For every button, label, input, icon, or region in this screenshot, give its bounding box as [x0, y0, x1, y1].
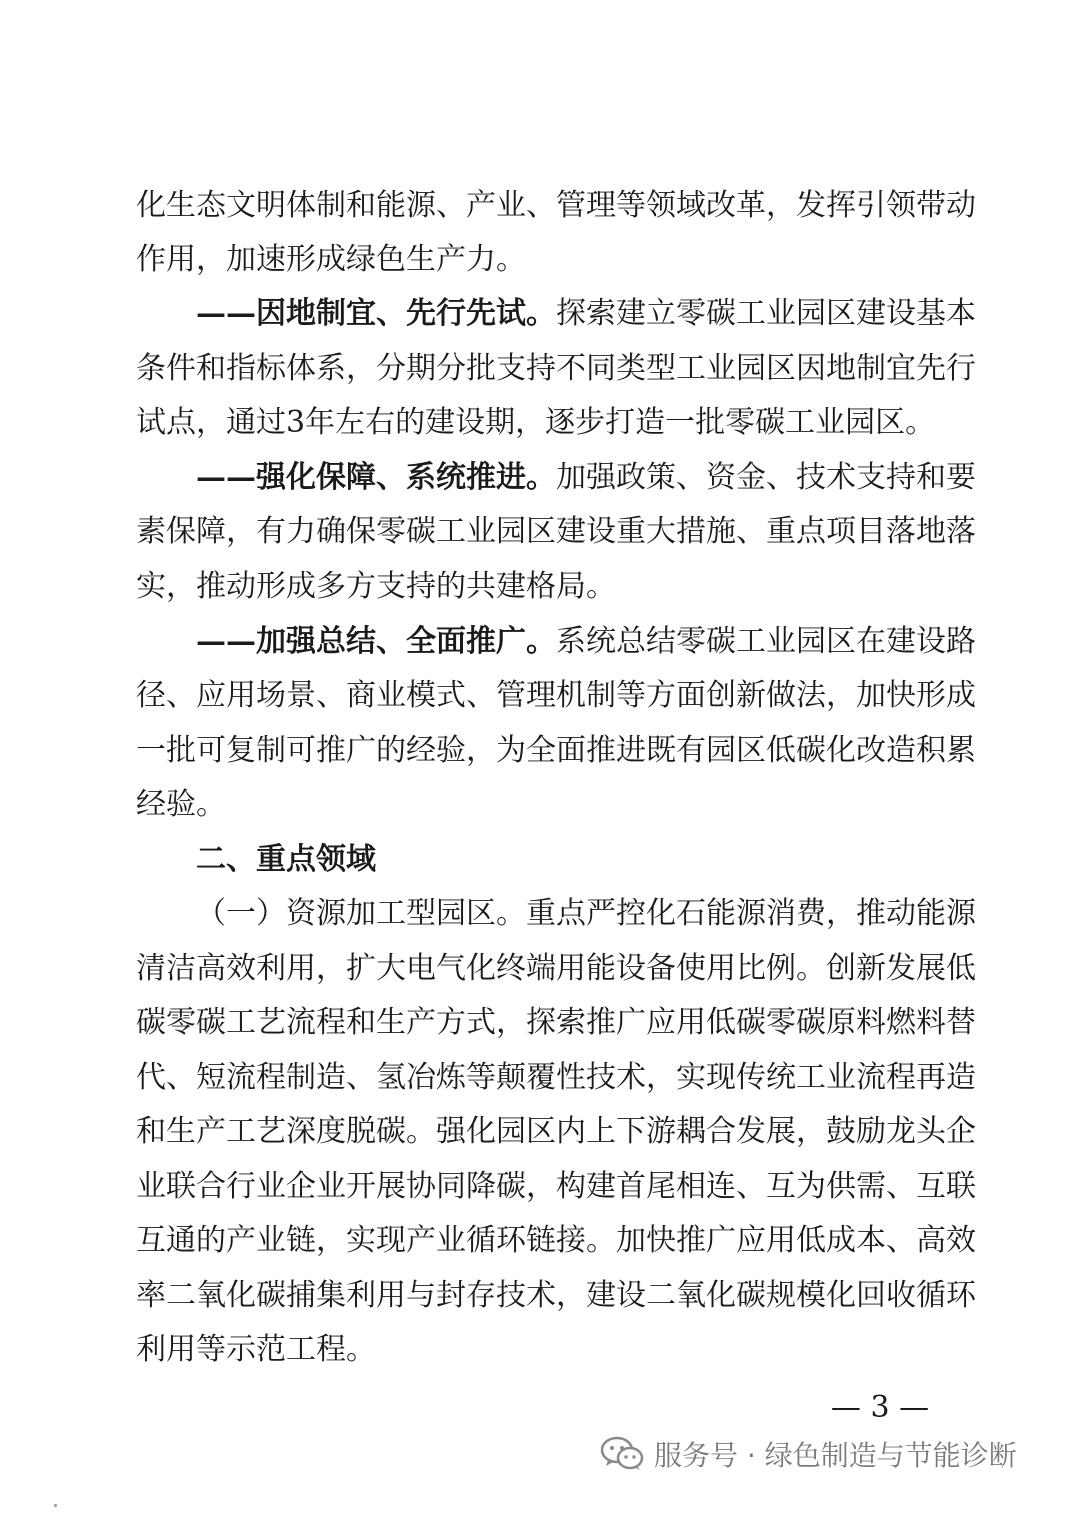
text-line: 碳零碳工艺流程和生产方式，探索推广应用低碳零碳原料燃料替 [136, 1005, 976, 1040]
text-line: 条件和指标体系，分期分批支持不同类型工业园区因地制宜先行 [136, 351, 976, 386]
text-line: 代、短流程制造、氢冶炼等颠覆性技术，实现传统工业流程再造 [136, 1060, 976, 1095]
text-line: 利用等示范工程。 [136, 1332, 376, 1367]
wechat-icon [600, 1436, 644, 1472]
text-run: 探索建立零碳工业园区建设基本 [556, 296, 976, 331]
text-line: 素保障，有力确保零碳工业园区建设重大措施、重点项目落地落 [136, 514, 976, 549]
text-run: 系统总结零碳工业园区在建设路 [556, 624, 976, 659]
paragraph-heading: ——加强总结、全面推广。 [196, 624, 556, 659]
text-line: （一）资源加工型园区。重点严控化石能源消费，推动能源 [196, 896, 976, 931]
watermark-text: 服务号 · 绿色制造与节能诊断 [654, 1439, 1017, 1472]
text-line: 互通的产业链，实现产业循环链接。加快推广应用低成本、高效 [136, 1223, 976, 1258]
text-line: 实，推动形成多方支持的共建格局。 [136, 569, 616, 604]
text-line: 率二氧化碳捕集利用与封存技术，建设二氧化碳规模化回收循环 [136, 1278, 976, 1313]
text-line: 径、应用场景、商业模式、管理机制等方面创新做法，加快形成 [136, 678, 976, 713]
paragraph-heading: ——因地制宜、先行先试。 [196, 296, 556, 331]
watermark [600, 1432, 1017, 1476]
text-line: 化生态文明体制和能源、产业、管理等领域改革，发挥引领带动 [136, 188, 976, 223]
text-line: 经验。 [136, 787, 226, 822]
text-line: 一批可复制可推广的经验，为全面推进既有园区低碳化改造积累 [136, 733, 976, 768]
scan-artifact [54, 1504, 57, 1507]
text-line: 和生产工艺深度脱碳。强化园区内上下游耦合发展，鼓励龙头企 [136, 1114, 976, 1149]
text-run: 加强政策、资金、技术支持和要 [556, 460, 976, 495]
page-number: — 3 — [830, 1390, 930, 1425]
section-title: 二、重点领域 [196, 842, 376, 877]
text-line: 试点，通过3年左右的建设期，逐步打造一批零碳工业园区。 [136, 405, 936, 440]
text-line [136, 622, 976, 662]
text-line: 作用，加速形成绿色生产力。 [136, 242, 526, 277]
paragraph-heading: ——强化保障、系统推进。 [196, 460, 556, 495]
text-line [136, 458, 976, 498]
text-line [136, 294, 976, 334]
text-line: 业联合行业企业开展协同降碳，构建首尾相连、互为供需、互联 [136, 1169, 976, 1204]
text-line: 清洁高效利用，扩大电气化终端用能设备使用比例。创新发展低 [136, 951, 976, 986]
